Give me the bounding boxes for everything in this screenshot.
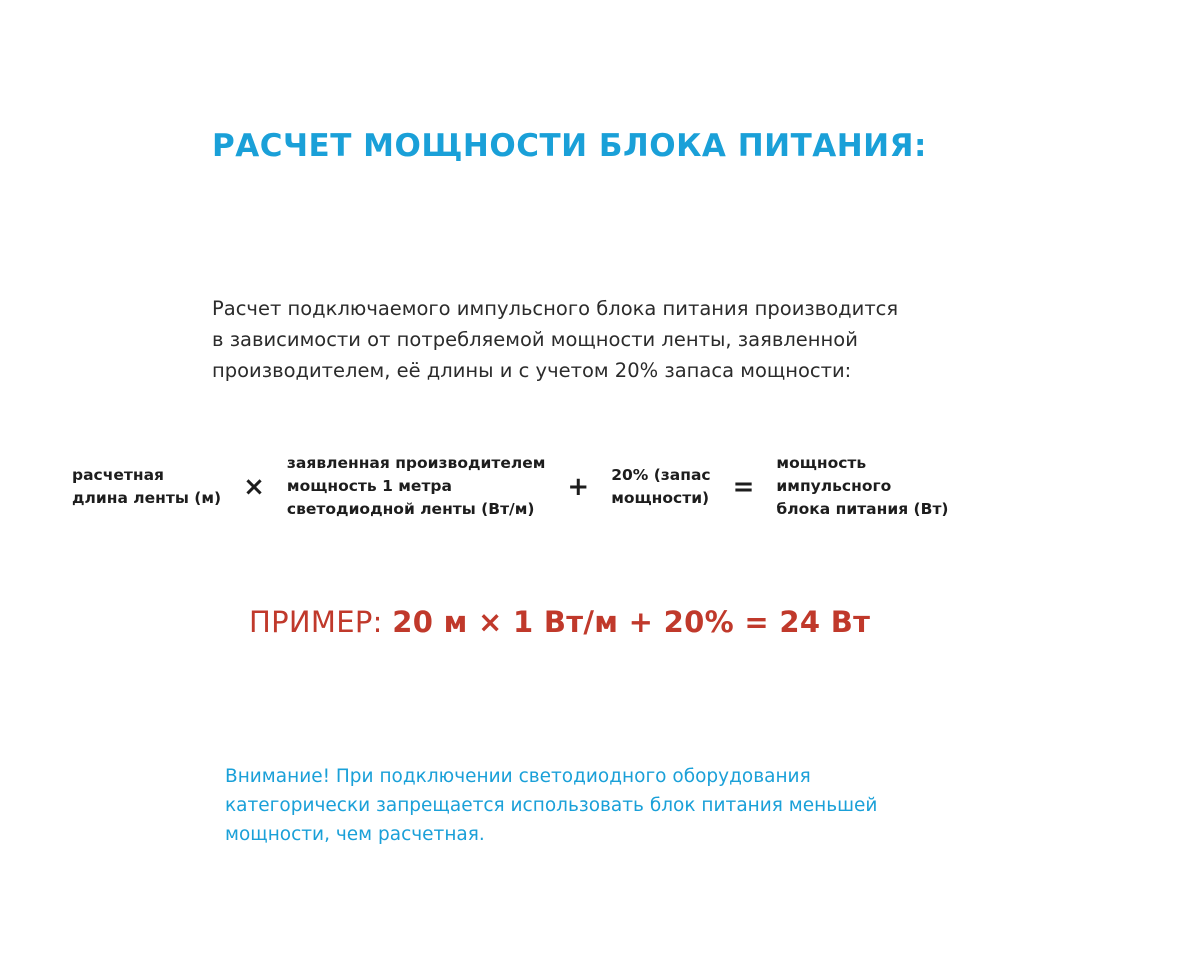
formula-term-declared-power-line-1: заявленная производителем bbox=[286, 454, 546, 472]
formula-term-tape-length-line-2: длина ленты (м) bbox=[72, 488, 222, 507]
warning-line-1: Внимание! При подключении светодиодного оборудования bbox=[225, 766, 811, 787]
example-line bbox=[249, 605, 870, 639]
formula-term-reserve-line-2: мощности) bbox=[611, 488, 710, 507]
warning-line-3: мощности, чем расчетная. bbox=[225, 824, 485, 845]
warning-line-2: категорически запрещается использовать блок питания меньшей bbox=[225, 795, 878, 816]
formula-term-declared-power bbox=[287, 452, 546, 521]
formula-term-tape-length-line-1: расчетная bbox=[72, 465, 165, 484]
warning-note bbox=[225, 762, 1025, 849]
formula-term-reserve bbox=[611, 464, 710, 510]
formula-term-psu-power bbox=[776, 452, 948, 521]
intro-line-3: производителем, её длины и с учетом 20% запаса мощности: bbox=[212, 359, 852, 382]
intro-line-2: в зависимости от потребляемой мощности ленты, заявленной bbox=[212, 328, 858, 351]
intro-paragraph bbox=[212, 293, 1022, 386]
multiply-operator: × bbox=[243, 471, 265, 502]
formula-term-declared-power-line-3: светодиодной ленты (Вт/м) bbox=[286, 500, 535, 518]
equals-operator: = bbox=[732, 471, 755, 502]
formula-term-psu-power-line-3: блока питания (Вт) bbox=[776, 500, 949, 518]
formula-term-tape-length bbox=[72, 464, 221, 510]
page-title: РАСЧЕТ МОЩНОСТИ БЛОКА ПИТАНИЯ: bbox=[212, 128, 927, 164]
formula-term-reserve-line-1: 20% (запас bbox=[611, 465, 711, 484]
power-formula bbox=[72, 452, 1142, 521]
example-expression: 20 м × 1 Вт/м + 20% = 24 Вт bbox=[392, 605, 871, 639]
formula-term-declared-power-line-2: мощность 1 метра bbox=[286, 477, 452, 495]
formula-term-psu-power-line-2: импульсного bbox=[776, 477, 892, 495]
example-label: ПРИМЕР: bbox=[249, 605, 393, 639]
intro-line-1: Расчет подключаемого импульсного блока питания производится bbox=[212, 297, 899, 320]
formula-term-psu-power-line-1: мощность bbox=[776, 454, 867, 472]
plus-operator: + bbox=[567, 471, 590, 502]
